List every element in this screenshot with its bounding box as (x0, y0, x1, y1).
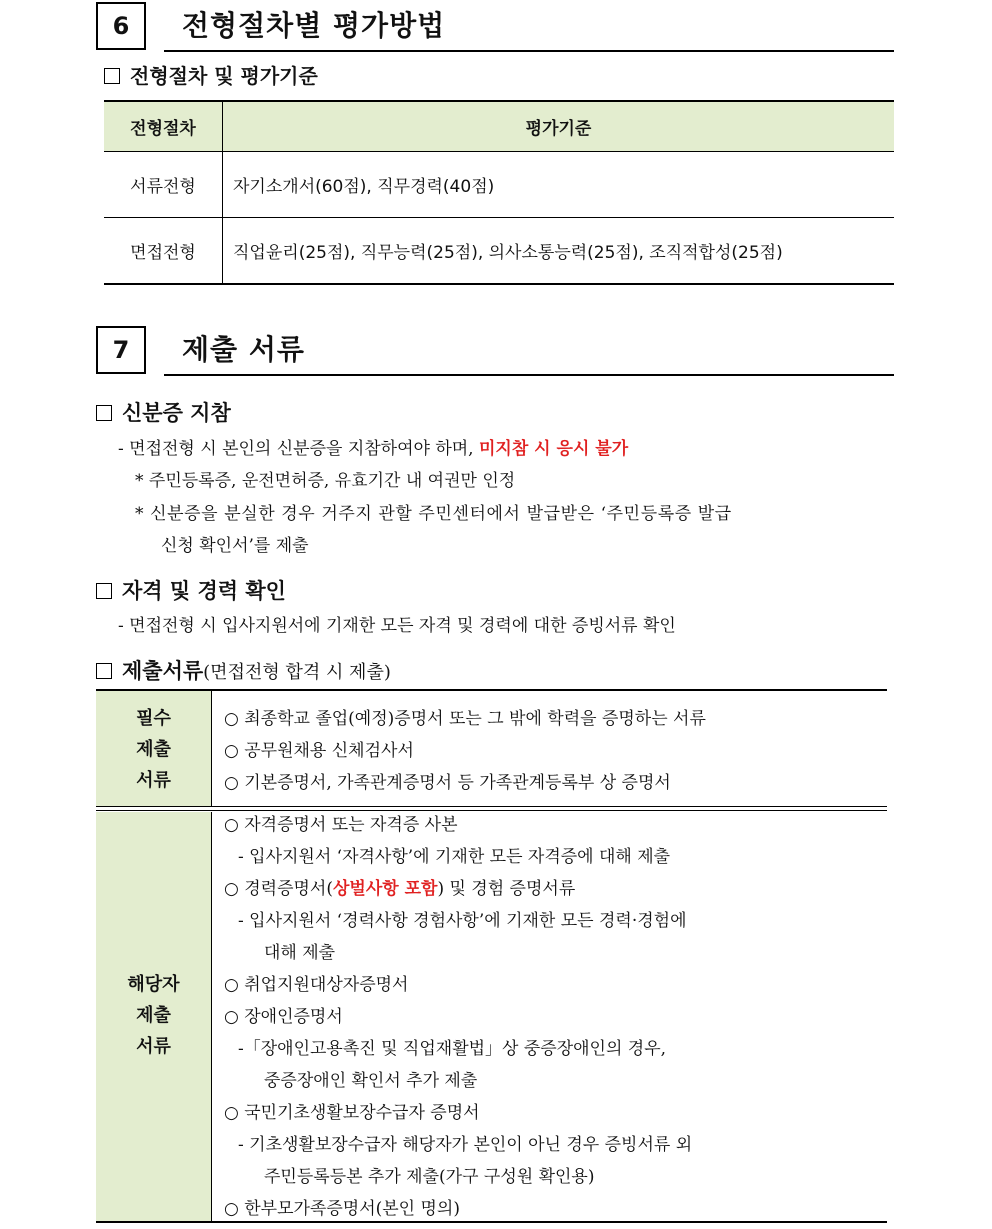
section-7-header (96, 326, 894, 376)
id-card-line: - 면접전형 시 본인의 신분증을 지참하여야 하며, 미지참 시 응시 불가 (118, 439, 629, 459)
table-row (104, 152, 894, 218)
section-rule (164, 374, 894, 376)
list-item: ○ 자격증명서 또는 자격증 사본 (224, 815, 458, 835)
required-label: 필수 제출 서류 (96, 691, 212, 806)
list-item: ○ 기본증명서, 가족관계증명서 등 가족관계등록부 상 증명서 (224, 773, 671, 793)
subheading-documents: 제출서류(면접전형 합격 시 제출) (96, 655, 391, 685)
subheading-id-card: 신분증 지참 (96, 397, 231, 427)
list-item: ○ 취업지원대상자증명서 (224, 975, 409, 995)
section-title: 전형절차별 평가방법 (182, 9, 446, 42)
emphasis-text: 상벌사항 포함 (332, 879, 438, 899)
table-row (104, 218, 894, 285)
id-card-note: * 신분증을 분실한 경우 거주지 관할 주민센터에서 발급받은 ‘주민등록증 발급 (135, 504, 732, 524)
applicable-label: 해당자 제출 서류 (96, 812, 212, 1221)
list-item: - 기초생활보장수급자 해당자가 본인이 아닌 경우 증빙서류 외 (238, 1135, 693, 1155)
table-rule-top (96, 689, 887, 691)
required-items (224, 703, 887, 799)
list-item: - 입사지원서 ‘경력사항 경험사항’에 기재한 모든 경력·경험에 (238, 911, 687, 931)
table-rule-bottom (96, 1221, 887, 1223)
stage-cell: 서류전형 (104, 152, 223, 218)
id-card-note-continued: 신청 확인서’를 제출 (161, 536, 309, 556)
list-item: 중증장애인 확인서 추가 제출 (264, 1071, 478, 1091)
criteria-cell: 직업윤리(25점), 직무능력(25점), 의사소통능력(25점), 조직적합성(25점) (223, 218, 895, 285)
qualification-line: - 면접전형 시 입사지원서에 기재한 모든 자격 및 경력에 대한 증빙서류 확인 (118, 616, 676, 636)
subheading-criteria: 전형절차 및 평가기준 (104, 60, 318, 89)
checkbox-square-icon (96, 663, 112, 679)
checkbox-square-icon (96, 583, 112, 599)
list-item: ○ 경력증명서(상벌사항 포함) 및 경험 증명서류 (224, 879, 576, 899)
applicable-items (224, 809, 887, 1225)
subheading-qualification: 자격 및 경력 확인 (96, 575, 286, 605)
warning-text: 미지참 시 응시 불가 (479, 439, 629, 459)
list-item: ○ 국민기초생활보장수급자 증명서 (224, 1103, 480, 1123)
list-item: - 입사지원서 ‘자격사항’에 기재한 모든 자격증에 대해 제출 (238, 847, 671, 867)
section-number: 6 (96, 2, 146, 50)
section-number: 7 (96, 326, 146, 374)
column-header-stage: 전형절차 (104, 101, 223, 152)
list-item: -「장애인고용촉진 및 직업재활법」상 중증장애인의 경우, (238, 1039, 667, 1059)
list-item: 주민등록등본 추가 제출(가구 구성원 확인용) (264, 1167, 595, 1187)
table-header-row (104, 101, 894, 152)
list-item: ○ 최종학교 졸업(예정)증명서 또는 그 밖에 학력을 증명하는 서류 (224, 709, 706, 729)
section-6-header (96, 2, 894, 52)
list-item: ○ 한부모가족증명서(본인 명의) (224, 1199, 460, 1219)
section-rule (164, 50, 894, 52)
list-item: ○ 공무원채용 신체검사서 (224, 741, 414, 761)
checkbox-square-icon (96, 405, 112, 421)
id-card-note: * 주민등록증, 운전면허증, 유효기간 내 여권만 인정 (135, 471, 516, 491)
section-title: 제출 서류 (182, 333, 305, 366)
list-item: 대해 제출 (264, 943, 336, 963)
stage-cell: 면접전형 (104, 218, 223, 285)
checkbox-square-icon (104, 68, 120, 84)
evaluation-table (104, 100, 894, 285)
criteria-cell: 자기소개서(60점), 직무경력(40점) (223, 152, 895, 218)
column-header-criteria: 평가기준 (223, 101, 895, 152)
list-item: ○ 장애인증명서 (224, 1007, 343, 1027)
